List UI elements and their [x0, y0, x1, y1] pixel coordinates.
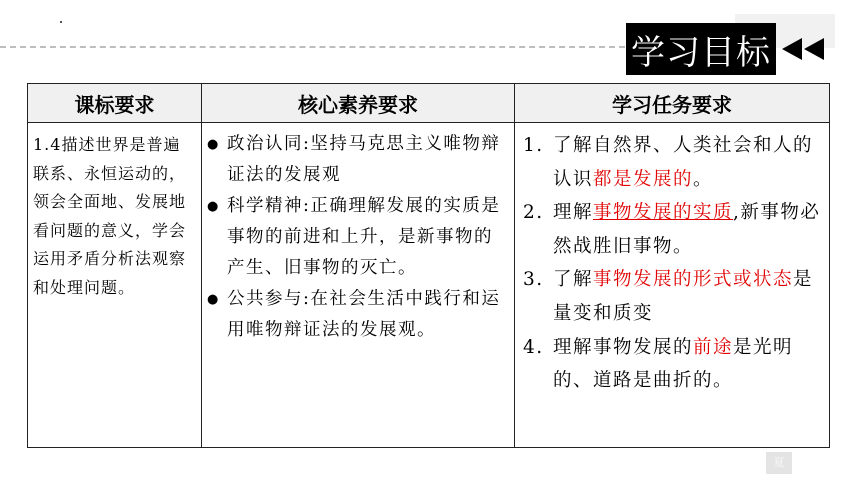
bullet-icon: ● — [207, 137, 220, 152]
task-text: 理解事物发展的实质,新事物必然战胜旧事物。 — [553, 202, 821, 257]
task-number: 1. — [523, 135, 544, 156]
curriculum-cell — [28, 123, 202, 448]
task-number: 4. — [523, 336, 544, 358]
objectives-table — [27, 83, 830, 448]
highlight-text: 都是发展的 — [593, 168, 694, 190]
decorative-dot — [60, 21, 62, 23]
literacy-cell — [202, 123, 515, 448]
highlight-text: 事物发展的形式或状态 — [593, 269, 794, 291]
list-item — [207, 191, 510, 284]
list-item — [207, 284, 510, 346]
dashed-divider — [0, 46, 625, 48]
header-literacy: 核心素养要求 — [202, 84, 515, 123]
task-number: 3. — [523, 269, 544, 291]
literacy-item-3: 公共参与:在社会生活中践行和运用唯物辩证法的发展观。 — [227, 289, 501, 340]
list-item — [523, 196, 825, 263]
header-tasks: 学习任务要求 — [515, 84, 830, 123]
tasks-cell — [515, 123, 830, 448]
table-header-row — [28, 84, 830, 123]
task-text: 理解事物发展的前途是光明的、道路是曲折的。 — [553, 336, 794, 392]
double-arrow-icon — [780, 35, 830, 63]
list-item — [207, 129, 510, 191]
bullet-icon: ● — [207, 292, 220, 307]
table-row — [28, 123, 830, 448]
literacy-item-1: 政治认同:坚持马克思主义唯物辩证法的发展观 — [227, 134, 501, 185]
list-item — [523, 129, 825, 196]
header-curriculum: 课标要求 — [28, 84, 202, 123]
footer-badge: 夏 — [766, 452, 792, 474]
highlight-text: 前途 — [693, 336, 734, 358]
task-text: 了解事物发展的形式或状态是量变和质变 — [553, 269, 814, 324]
curriculum-text: 1.4描述世界是普遍联系、永恒运动的，领会全面地、发展地看问题的意义，学会运用矛盾分析法观察和处理问题。 — [33, 135, 187, 297]
highlight-text: 事物发展的实质 — [593, 202, 734, 224]
list-item — [523, 331, 825, 398]
literacy-item-2: 科学精神:正确理解发展的实质是事物的前进和上升，是新事物的产生、旧事物的灭亡。 — [227, 196, 501, 278]
list-item — [523, 263, 825, 330]
section-title: 学习目标 — [626, 23, 776, 75]
bullet-icon: ● — [207, 199, 220, 214]
task-number: 2. — [523, 202, 544, 224]
task-text: 了解自然界、人类社会和人的认识都是发展的。 — [553, 135, 814, 190]
